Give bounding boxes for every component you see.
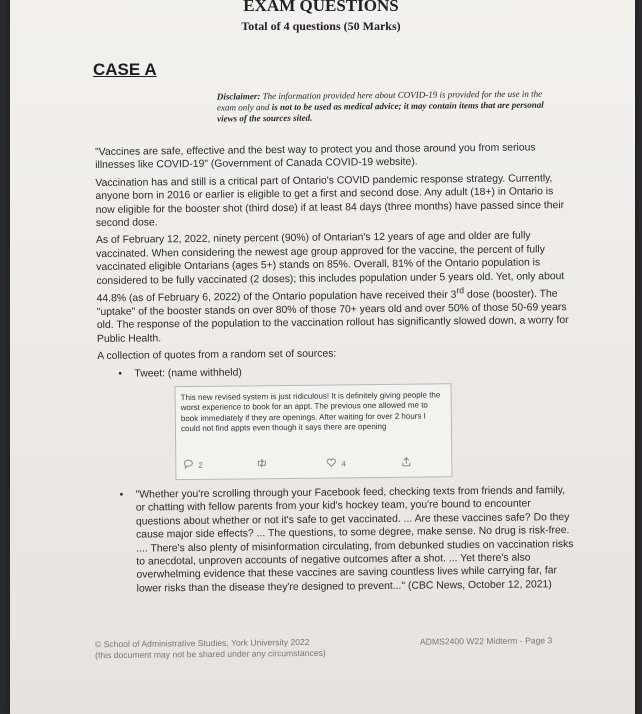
disclaimer — [217, 88, 562, 124]
case-body — [95, 141, 575, 596]
bullet-tweet — [97, 363, 572, 381]
ordinal-suffix: rd — [456, 285, 465, 296]
paragraph-statistics — [96, 229, 572, 346]
paragraph-statistics-part-2: dose (booster). The "uptake" of the booster stands on over 80% of those 70+ years old and over 50% of those 50-69 years old. The response of the population to the vaccination rollout has significantly slowed down, a worry for Public Health. — [96, 288, 569, 345]
bullet-cbc-text: "Whether you're scrolling through your Facebook feed, checking texts from friends and family, or chatting with fellow parents from your kid's hockey team, you're bound to encounter questions about whether or not it's safe to get vaccinated. ... Are these vaccines safe? Do they cause major side effects? ... The questions, to some degree, make sense. No drug is risk-free. .... There's also plenty of misinformation circulating, from debunked studies on vaccination risks to anecdotal, unproven accounts of negative outcomes after a shot. ... Yet there's also overwhelming evidence that these vaccines are saving countless lives while carrying far, far lower risks than the disease they're designed to prevent..." (CBC News, October 12, 2021) — [135, 485, 574, 595]
quotes-intro: A collection of quotes from a random set of sources: — [97, 348, 337, 363]
footer-line-2: (this document may not be shared under any circumstances) — [95, 647, 326, 661]
bullet-cbc-quote — [99, 484, 575, 596]
tweet-card — [175, 383, 453, 480]
bullet-icon: • — [119, 489, 124, 501]
exam-subtitle: Total of 4 questions (50 Marks) — [241, 19, 401, 33]
disclaimer-label: Disclaimer: — [216, 91, 261, 102]
footer-copyright — [95, 637, 326, 661]
bullet-icon: • — [118, 368, 123, 380]
reply-icon — [183, 459, 193, 474]
reply-count: 2 — [198, 460, 203, 470]
footer-line-1: © School of Administrative Studies, York University 2022 — [94, 636, 310, 650]
paragraph-quote: "Vaccines are safe, effective and the best way to protect you and those around you from serious illnesses like COVID-19" (Government of Canada COVID-19 website). — [95, 142, 536, 172]
retweet-icon — [256, 458, 267, 473]
like-count: 4 — [341, 459, 346, 469]
case-title: CASE A — [93, 60, 157, 79]
heart-icon — [326, 457, 336, 472]
footer-page-info: ADMS2400 W22 Midterm - Page 3 — [419, 635, 553, 647]
tweet-actions — [181, 456, 446, 473]
disclaimer-text: The information provided here about COVID-19 is provided for the use in the exam only and — [216, 88, 543, 113]
exam-title: EXAM QUESTIONS — [243, 0, 399, 15]
disclaimer-bold-text: is not to be used as medical advice; it may contain items that are personal views of the sources sited. — [217, 99, 544, 124]
bullet-tweet-label: Tweet: (name withheld) — [134, 367, 242, 380]
paragraph-vaccination: Vaccination has and still is a critical part of Ontario's COVID pandemic response strategy. Currently, anyone born in 2016 or earlier is eligible to get a first and second dose. Any adult (18+) in Ontario is now eligible for the booster shot (third dose) if at least 84 days (three months) have passed since their second dose. — [95, 173, 565, 230]
share-icon — [401, 457, 411, 472]
paragraph-statistics-part-1: As of February 12, 2022, ninety percent (90%) of Ontarian's 12 years of age and older are fully vaccinated. When considering the newest age group approved for the vaccine, the percent of fully vaccinated eligible Ontarians (ages 5+) stands on 85%. Overall, 81% of the Ontario population is considered to be fully vaccinated (2 doses); this includes population under 5 years old. Yet, only about 44.8% (as of February 6, 2022) of the Ontario population have received their 3 — [95, 230, 565, 305]
tweet-text: This new revised system is just ridiculous! It is definitely giving people the worst experience to book for an appt. The previous one allowed me to book immediately if they are openings. After waiting for over 2 hours I could not find appts even though it says there are opening — [180, 390, 441, 434]
